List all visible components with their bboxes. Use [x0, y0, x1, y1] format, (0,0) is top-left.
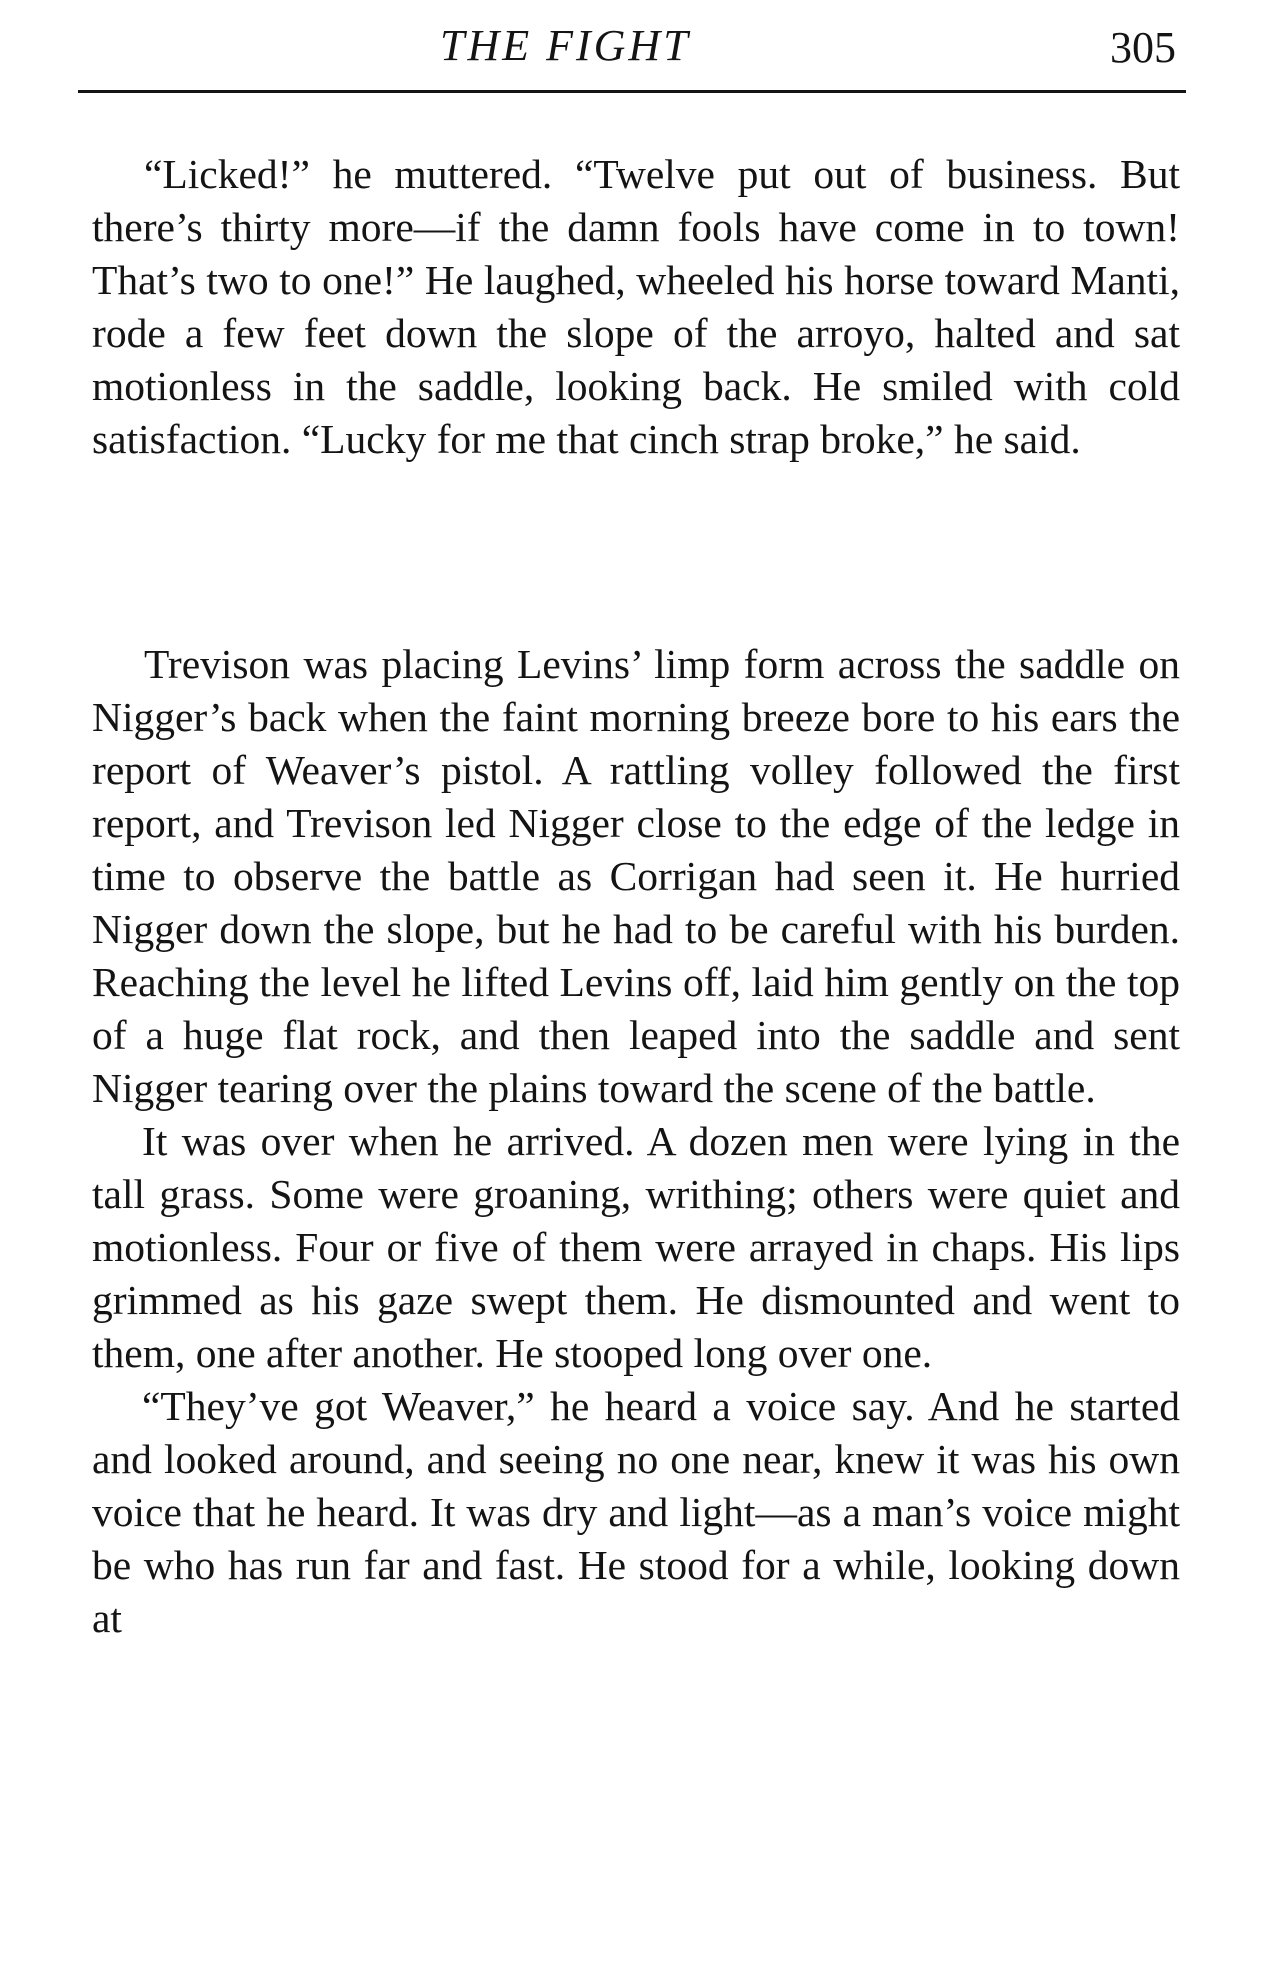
paragraph: “They’ve got Weaver,” he heard a voice say. And he started and looked around, and seeing no one near, knew it was his own voice that he heard. It was dry and light—as a man’s voice might be who has run far and fast. He stood for a while, looking down at	[92, 1383, 1180, 1641]
paragraph: “Licked!” he muttered. “Twelve put out of business. But there’s thirty more—if the damn fools have come in to town! That’s two to one!” He laughed, wheeled his horse toward Manti, rode a few feet down the slope of the arroyo, halted and sat motionless in the saddle, looking back. He smiled with cold satisfaction. “Lucky for me that cinch strap broke,” he said.	[92, 151, 1180, 462]
running-head	[80, 20, 1182, 84]
page-number: 305	[1110, 23, 1176, 72]
paragraph: It was over when he arrived. A dozen men were lying in the tall grass. Some were groaning, writhing; others were quiet and motionless. Four or five of them were arrayed in chaps. His lips grimmed as his gaze swept them. He dismounted and went to them, one after another. He stooped long over one.	[92, 1118, 1180, 1376]
header-rule	[78, 90, 1186, 93]
running-title: THE FIGHT	[440, 21, 691, 70]
section-2	[92, 638, 1180, 1645]
section-1	[92, 148, 1180, 466]
paragraph: Trevison was placing Levins’ limp form across the saddle on Nigger’s back when the faint morning breeze bore to his ears the report of Weaver’s pistol. A rattling volley followed the first report, and Trevison led Nigger close to the edge of the ledge in time to observe the battle as Corrigan had seen it. He hurried Nigger down the slope, but he had to be careful with his burden. Reaching the level he lifted Levins off, laid him gently on the top of a huge flat rock, and then leaped into the saddle and sent Nigger tearing over the plains toward the scene of the battle.	[92, 641, 1180, 1111]
